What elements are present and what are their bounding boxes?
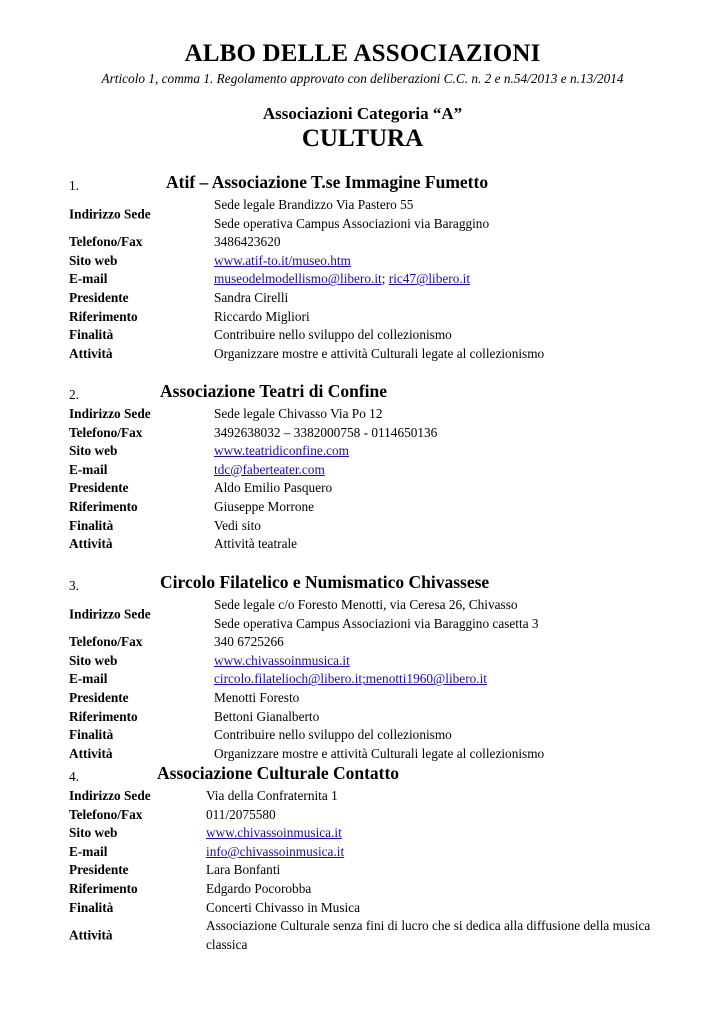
email-link[interactable]: museodelmodellismo@libero.it [214, 271, 382, 287]
phone-value: 3492638032 – 3382000758 - 0114650136 [214, 424, 438, 440]
purpose-row [0, 517, 725, 536]
activity-row [0, 745, 725, 764]
category-heading: Associazioni Categoria “A” [262, 104, 463, 123]
contact-value: Giuseppe Morrone [214, 498, 315, 514]
association-header [0, 381, 725, 405]
phone-label: Telefono/Fax [69, 424, 143, 440]
contact-row [0, 308, 725, 327]
contact-label: Riferimento [69, 498, 138, 514]
website-link[interactable]: www.chivassoinmusica.it [214, 652, 350, 668]
purpose-value: Concerti Chivasso in Musica [206, 899, 361, 915]
website-link[interactable]: www.atif-to.it/museo.htm [214, 252, 351, 268]
activity-label: Attività [69, 345, 113, 361]
email-row [0, 670, 725, 689]
phone-row [0, 633, 725, 652]
page-title: ALBO DELLE ASSOCIAZIONI [184, 40, 541, 67]
address-line: Sede legale Brandizzo Via Pastero 55 [214, 197, 414, 212]
president-label: Presidente [69, 689, 129, 705]
contact-value: Edgardo Pocorobba [206, 880, 312, 896]
purpose-label: Finalità [69, 327, 114, 343]
contact-value: Riccardo Migliori [214, 308, 310, 324]
phone-value: 011/2075580 [206, 806, 276, 822]
activity-value: Associazione Culturale senza fini di lucro che si dedica alla diffusione della musica classica [206, 918, 651, 952]
activity-label: Attività [69, 927, 113, 943]
web-label: Sito web [69, 443, 118, 459]
president-value: Aldo Emilio Pasquero [214, 480, 333, 496]
association-header [0, 572, 725, 596]
contact-label: Riferimento [69, 708, 138, 724]
web-row [0, 252, 725, 271]
phone-label: Telefono/Fax [69, 634, 143, 650]
contact-row [0, 708, 725, 727]
address-label: Indirizzo Sede [69, 406, 151, 421]
contact-row [0, 498, 725, 517]
email-link[interactable]: ric47@libero.it [388, 271, 471, 287]
email-label: E-mail [69, 271, 108, 287]
purpose-value: Contribuire nello sviluppo del collezionismo [214, 727, 452, 743]
email-separator: ; [381, 271, 386, 287]
activity-label: Attività [69, 745, 113, 761]
contact-row [0, 880, 725, 899]
activity-row [0, 917, 725, 954]
purpose-row [0, 899, 725, 918]
activity-value: Organizzare mostre e attività Culturali legate al collezionismo [214, 345, 545, 361]
address-line: Sede legale c/o Foresto Menotti, via Ceresa 26, Chivasso [214, 597, 518, 612]
president-row [0, 289, 725, 308]
purpose-label: Finalità [69, 727, 114, 743]
association-1 [0, 172, 725, 363]
contact-value: Bettoni Gianalberto [214, 708, 320, 724]
phone-value: 3486423620 [214, 234, 281, 250]
purpose-row [0, 726, 725, 745]
president-label: Presidente [69, 289, 129, 305]
address-line: Sede legale Chivasso Via Po 12 [214, 406, 383, 421]
page-subtitle: Articolo 1, comma 1. Regolamento approvato con deliberazioni C.C. n. 2 e n.54/2013 e n.13/2014 [101, 71, 624, 86]
contact-label: Riferimento [69, 880, 138, 896]
association-name: Associazione Teatri di Confine [160, 381, 388, 401]
web-label: Sito web [69, 652, 118, 668]
association-name: Atif – Associazione T.se Immagine Fumetto [166, 172, 489, 192]
email-link[interactable]: info@chivassoinmusica.it [206, 843, 345, 859]
association-name: Associazione Culturale Contatto [157, 763, 400, 783]
address-line: Sede operativa Campus Associazioni via Baraggino casetta 3 [214, 615, 539, 631]
association-number: 4. [69, 769, 79, 784]
email-row [0, 843, 725, 862]
association-3 [0, 572, 725, 763]
phone-row [0, 806, 725, 825]
web-row [0, 442, 725, 461]
email-label: E-mail [69, 843, 108, 859]
activity-label: Attività [69, 536, 113, 552]
address-label: Indirizzo Sede [69, 206, 151, 222]
email-label: E-mail [69, 671, 108, 687]
web-row [0, 652, 725, 671]
purpose-label: Finalità [69, 517, 114, 533]
address-row [0, 405, 725, 424]
president-label: Presidente [69, 862, 129, 878]
purpose-label: Finalità [69, 899, 114, 915]
email-label: E-mail [69, 461, 108, 477]
phone-label: Telefono/Fax [69, 806, 143, 822]
website-link[interactable]: www.teatridiconfine.com [214, 443, 350, 459]
email-row [0, 270, 725, 289]
purpose-value: Vedi sito [214, 517, 261, 533]
address-row [0, 196, 725, 233]
address-line: Via della Confraternita 1 [206, 788, 338, 803]
address-line: Sede operativa Campus Associazioni via Baraggino [214, 215, 490, 231]
association-header [0, 172, 725, 196]
association-number: 3. [69, 578, 79, 593]
address-row [0, 787, 725, 806]
phone-value: 340 6725266 [214, 634, 284, 650]
phone-row [0, 424, 725, 443]
phone-row [0, 233, 725, 252]
web-row [0, 824, 725, 843]
association-name: Circolo Filatelico e Numismatico Chivassese [160, 572, 490, 592]
president-row [0, 479, 725, 498]
president-label: Presidente [69, 480, 129, 496]
president-value: Sandra Cirelli [214, 289, 289, 305]
president-value: Lara Bonfanti [206, 862, 281, 878]
website-link[interactable]: www.chivassoinmusica.it [206, 825, 342, 841]
president-row [0, 861, 725, 880]
association-number: 1. [69, 178, 79, 193]
email-link[interactable]: circolo.filatelioch@libero.it;menotti1960@libero.it [214, 671, 488, 687]
web-label: Sito web [69, 252, 118, 268]
president-value: Menotti Foresto [214, 689, 300, 705]
association-2 [0, 381, 725, 554]
association-header [0, 763, 725, 787]
address-label: Indirizzo Sede [69, 606, 151, 622]
phone-label: Telefono/Fax [69, 234, 143, 250]
email-row [0, 461, 725, 480]
address-label: Indirizzo Sede [69, 788, 151, 803]
activity-row [0, 345, 725, 364]
address-row [0, 596, 725, 633]
contact-label: Riferimento [69, 308, 138, 324]
activity-row [0, 535, 725, 554]
association-4 [0, 763, 725, 954]
purpose-value: Contribuire nello sviluppo del collezionismo [214, 327, 452, 343]
email-link[interactable]: tdc@faberteater.com [214, 461, 325, 477]
purpose-row [0, 326, 725, 345]
activity-value: Attività teatrale [214, 536, 298, 552]
section-heading: CULTURA [301, 125, 424, 152]
president-row [0, 689, 725, 708]
association-number: 2. [69, 387, 79, 402]
web-label: Sito web [69, 825, 118, 841]
activity-value: Organizzare mostre e attività Culturali legate al collezionismo [214, 745, 545, 761]
